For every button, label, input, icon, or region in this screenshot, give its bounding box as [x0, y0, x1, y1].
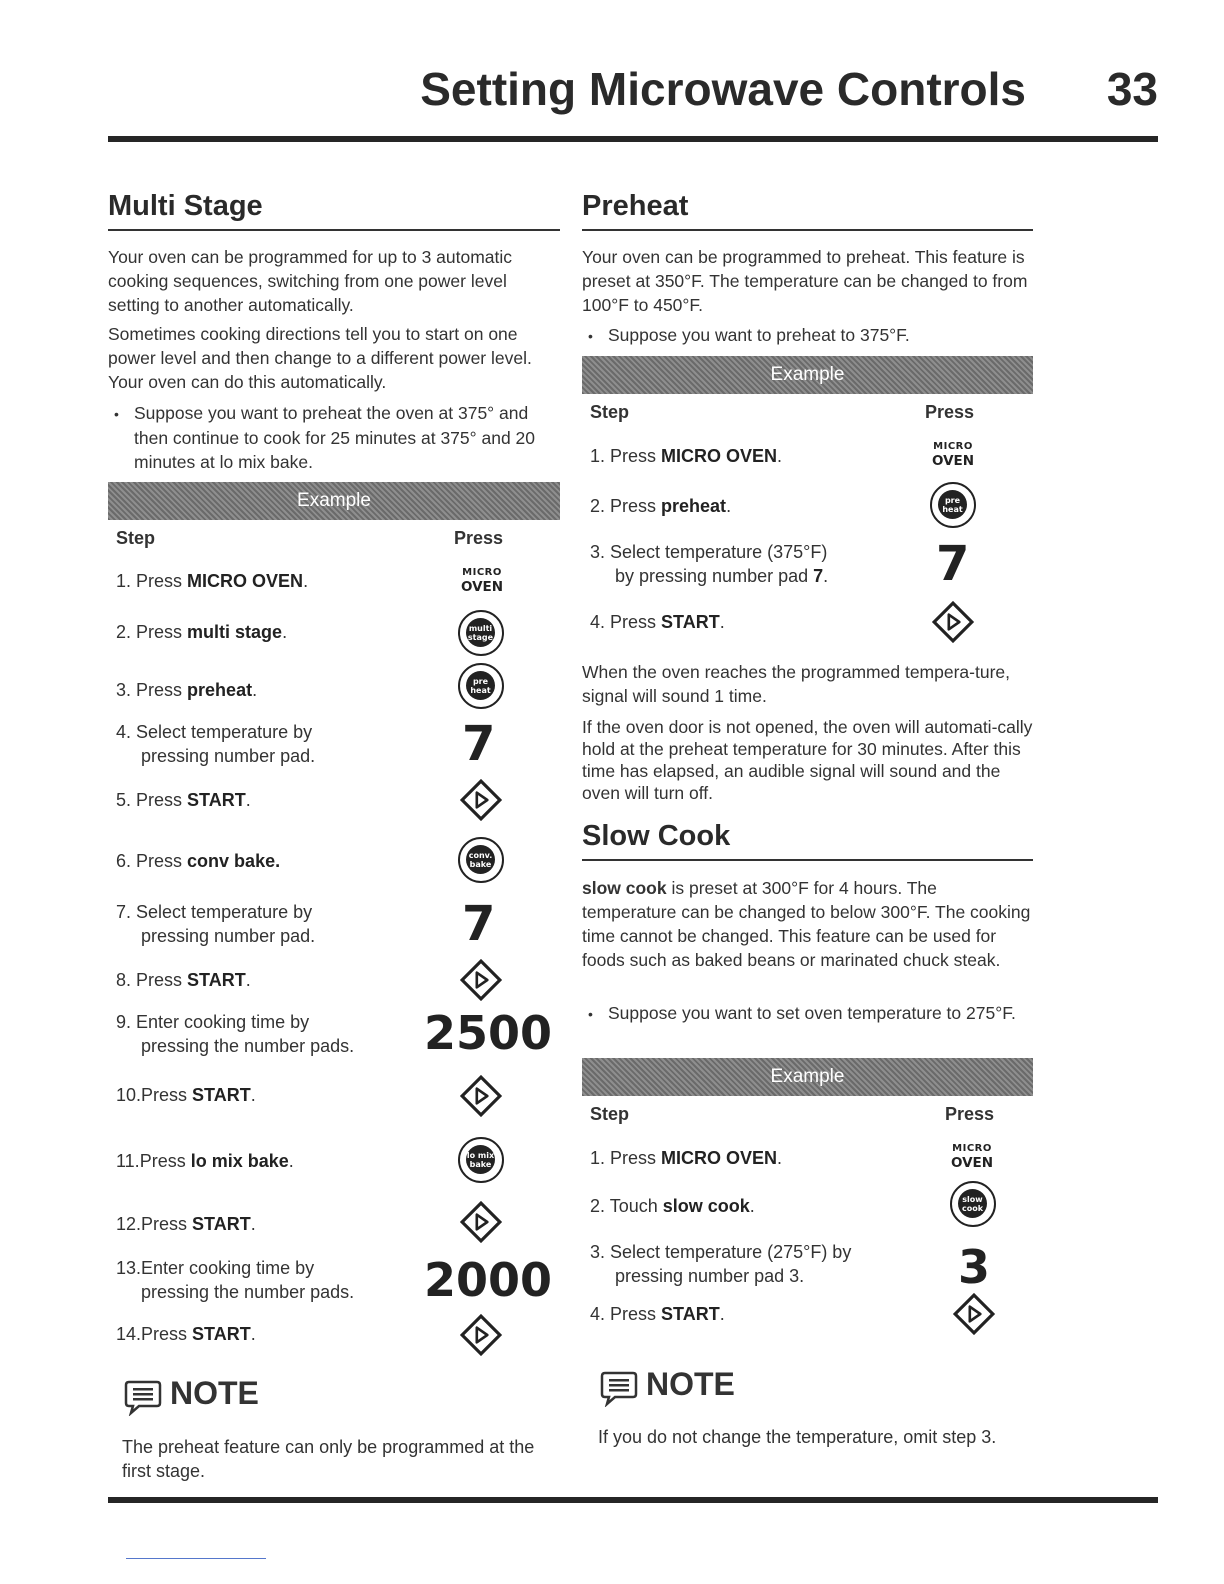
- slow-press-header: Press: [945, 1104, 995, 1124]
- multi-stage-key-icon: multi stage: [458, 610, 504, 656]
- start-icon: [460, 959, 502, 1001]
- multi-step-header: Step: [116, 528, 156, 548]
- footer-link-line: [126, 1558, 266, 1559]
- page-number: 33: [1106, 63, 1158, 115]
- slow-cook-example-bar: Example: [582, 1058, 1033, 1096]
- multi-step-6: 6. Press conv bake.: [116, 851, 281, 871]
- preheat-para-1: Your oven can be programmed to preheat. This feature is preset at 350°F. The temperature can be changed to from 100°F to 450°F.: [582, 247, 1028, 315]
- start-icon: [460, 779, 502, 821]
- multi-stage-example-bar: Example: [108, 482, 560, 520]
- conv-bake-key-icon: conv. bake: [458, 837, 504, 883]
- multi-step-3: 3. Press preheat.: [116, 680, 258, 700]
- multi-step-7: 7. Select temperature by pressing number pad.: [116, 902, 316, 946]
- preheat-step-1: 1. Press MICRO OVEN.: [590, 446, 783, 466]
- start-icon: [460, 1201, 502, 1243]
- multi-step-14: 14.Press START.: [116, 1324, 256, 1344]
- start-icon: [460, 1314, 502, 1356]
- header-rule: [108, 136, 1158, 142]
- preheat-step-header: Step: [590, 402, 630, 422]
- multi-step-5: 5. Press START.: [116, 790, 251, 810]
- slow-step-header: Step: [590, 1104, 630, 1124]
- multi-step-12: 12.Press START.: [116, 1214, 256, 1234]
- number-pad-7: 7: [936, 536, 970, 592]
- slow-step-2: 2. Touch slow cook.: [590, 1196, 755, 1216]
- multi-stage-para-2: Sometimes cooking directions tell you to start on one power level and then change to a different power level. Your oven can do this automatically.: [108, 324, 532, 392]
- preheat-press-header: Press: [925, 402, 975, 422]
- note-icon: [598, 1367, 640, 1407]
- slow-step-3: 3. Select temperature (275°F) by pressing number pad 3.: [590, 1242, 852, 1286]
- preheat-key-icon: pre heat: [930, 482, 976, 528]
- number-pad-7: 7: [462, 716, 496, 772]
- preheat-step-4: 4. Press START.: [590, 612, 725, 632]
- preheat-example-bar: Example: [582, 356, 1033, 394]
- preheat-para-2: When the oven reaches the programmed tempera-ture, signal will sound 1 time.: [582, 662, 1010, 706]
- micro-oven-key: MICRO OVEN: [931, 441, 975, 469]
- multi-stage-rule: [108, 229, 560, 231]
- start-icon: [460, 1075, 502, 1117]
- preheat-title: Preheat: [582, 190, 689, 222]
- page-title: Setting Microwave Controls: [420, 63, 1026, 115]
- multi-stage-bullet: • Suppose you want to preheat the oven at 375° and then continue to cook for 25 minutes at 375° and 20 minutes at lo mix bake.: [108, 401, 560, 474]
- start-icon: [932, 601, 974, 643]
- slow-note-title: NOTE: [646, 1366, 735, 1402]
- slow-cook-rule: [582, 859, 1033, 861]
- multi-step-2: 2. Press multi stage.: [116, 622, 288, 642]
- number-pad-7: 7: [462, 896, 496, 952]
- cooking-time-2000: 2000: [424, 1253, 553, 1307]
- slow-cook-title: Slow Cook: [582, 820, 731, 852]
- start-icon: [953, 1293, 995, 1335]
- multi-step-10: 10.Press START.: [116, 1085, 256, 1105]
- preheat-bullet: • Suppose you want to preheat to 375°F.: [582, 323, 1033, 348]
- note-icon: [122, 1376, 164, 1416]
- cooking-time-2500: 2500: [424, 1006, 553, 1060]
- multi-step-8: 8. Press START.: [116, 970, 251, 990]
- multi-stage-para-1: Your oven can be programmed for up to 3 automatic cooking sequences, switching from one power level setting to another automatically.: [108, 247, 513, 315]
- number-pad-3: 3: [958, 1240, 991, 1294]
- slow-note-text: If you do not change the temperature, omit step 3.: [598, 1427, 997, 1447]
- slow-step-1: 1. Press MICRO OVEN.: [590, 1148, 783, 1168]
- preheat-rule: [582, 229, 1033, 231]
- multi-note-text: The preheat feature can only be programmed at the first stage.: [122, 1437, 535, 1481]
- slow-cook-bullet: • Suppose you want to set oven temperature to 275°F.: [582, 1001, 1033, 1026]
- lo-mix-bake-key-icon: lo mix bake: [458, 1137, 504, 1183]
- multi-note-title: NOTE: [170, 1375, 259, 1411]
- slow-cook-key-icon: slow cook: [950, 1181, 996, 1227]
- multi-stage-title: Multi Stage: [108, 190, 263, 222]
- multi-step-1: 1. Press MICRO OVEN.: [116, 571, 309, 591]
- slow-cook-para-1: slow cook is preset at 300°F for 4 hours. The temperature can be changed to below 300°F. The cooking time cannot be changed. This feature can be used for foods such as baked beans or marinated chuck steak.: [582, 878, 1031, 970]
- multi-step-4: 4. Select temperature by pressing number pad.: [116, 722, 316, 766]
- micro-oven-key: MICRO OVEN: [460, 567, 504, 595]
- preheat-para-3: If the oven door is not opened, the oven will automati-cally hold at the preheat temperature for 30 minutes. After this time has elapsed, an audible signal will sound and the oven will turn off.: [582, 717, 1033, 803]
- multi-press-header: Press: [454, 528, 504, 548]
- footer-rule: [108, 1497, 1158, 1503]
- multi-step-9: 9. Enter cooking time by pressing the number pads.: [116, 1012, 355, 1056]
- multi-step-13: 13.Enter cooking time by pressing the number pads.: [116, 1258, 355, 1302]
- preheat-step-3: 3. Select temperature (375°F) by pressing number pad 7.: [590, 542, 829, 586]
- multi-step-11: 11.Press lo mix bake.: [116, 1151, 294, 1171]
- preheat-key-icon: pre heat: [458, 663, 504, 709]
- slow-step-4: 4. Press START.: [590, 1304, 725, 1324]
- micro-oven-key: MICRO OVEN: [950, 1143, 994, 1171]
- preheat-step-2: 2. Press preheat.: [590, 496, 732, 516]
